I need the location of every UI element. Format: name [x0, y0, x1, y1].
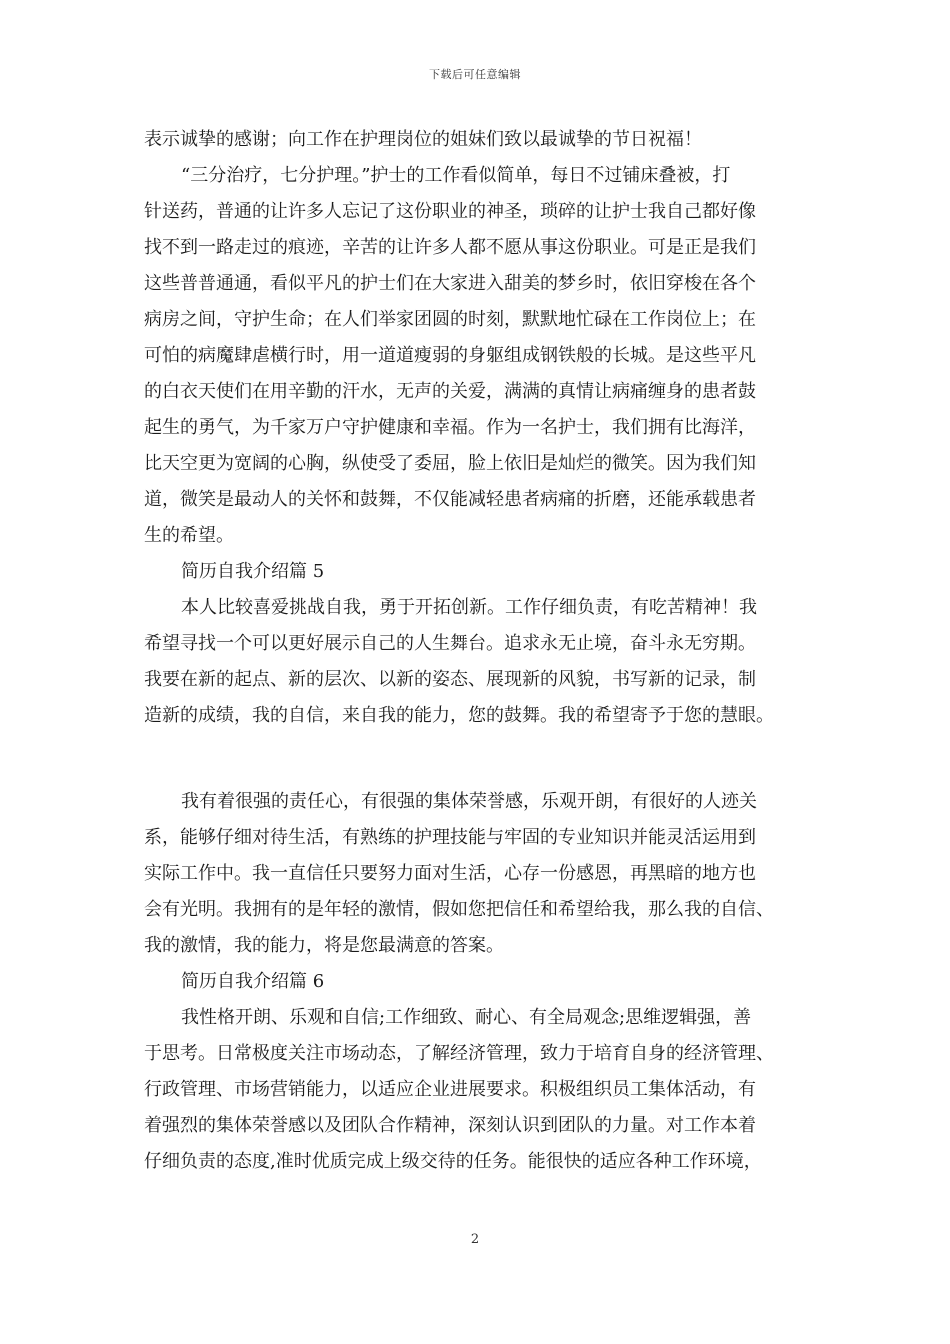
body-line: 本人比较喜爱挑战自我，勇于开拓创新。工作仔细负责，有吃苦精神！我	[181, 597, 757, 618]
body-line: 于思考。日常极度关注市场动态，了解经济管理，致力于培育自身的经济管理、	[144, 1043, 774, 1064]
page-number: 2	[470, 1232, 480, 1247]
body-line: 这些普普通通，看似平凡的护士们在大家进入甜美的梦乡时，依旧穿梭在各个	[144, 273, 756, 294]
section-heading: 简历自我介绍篇 6	[181, 971, 325, 992]
body-line: 我有着很强的责任心，有很强的集体荣誉感，乐观开朗，有很好的人迹关	[181, 791, 757, 812]
body-line: 实际工作中。我一直信任只要努力面对生活，心存一份感恩，再黑暗的地方也	[144, 863, 756, 884]
body-line: 我的激情，我的能力，将是您最满意的答案。	[144, 935, 504, 956]
body-line: 着强烈的集体荣誉感以及团队合作精神，深刻认识到团队的力量。对工作本着	[144, 1115, 756, 1136]
body-line: 表示诚挚的感谢；向工作在护理岗位的姐妹们致以最诚挚的节日祝福！	[144, 129, 702, 150]
body-line: 仔细负责的态度,准时优质完成上级交待的任务。能很快的适应各种工作环境，	[144, 1151, 762, 1172]
body-line: “三分治疗，七分护理。”护士的工作看似简单，每日不过铺床叠被，打	[181, 165, 731, 186]
body-line: 系，能够仔细对待生活，有熟练的护理技能与牢固的专业知识并能灵活运用到	[144, 827, 756, 848]
body-line: 找不到一路走过的痕迹，辛苦的让许多人都不愿从事这份职业。可是正是我们	[144, 237, 756, 258]
body-line: 我要在新的起点、新的层次、以新的姿态、展现新的风貌，书写新的记录，制	[144, 669, 756, 690]
body-line: 病房之间，守护生命；在人们举家团圆的时刻，默默地忙碌在工作岗位上；在	[144, 309, 756, 330]
page-header: 下载后可任意编辑	[429, 68, 521, 81]
body-line: 的白衣天使们在用辛勤的汗水，无声的关爱，满满的真情让病痛缠身的患者鼓	[144, 381, 756, 402]
body-line: 行政管理、市场营销能力，以适应企业进展要求。积极组织员工集体活动，有	[144, 1079, 756, 1100]
body-line: 比天空更为宽阔的心胸，纵使受了委屈，脸上依旧是灿烂的微笑。因为我们知	[144, 453, 756, 474]
body-line: 起生的勇气，为千家万户守护健康和幸福。作为一名护士，我们拥有比海洋，	[144, 417, 756, 438]
section-heading: 简历自我介绍篇 5	[181, 561, 325, 582]
body-line: 道，微笑是最动人的关怀和鼓舞，不仅能减轻患者病痛的折磨，还能承载患者	[144, 489, 756, 510]
body-line: 造新的成绩，我的自信，来自我的能力，您的鼓舞。我的希望寄予于您的慧眼。	[144, 705, 774, 726]
body-line: 可怕的病魔肆虐横行时，用一道道瘦弱的身躯组成钢铁般的长城。是这些平凡	[144, 345, 756, 366]
body-line: 会有光明。我拥有的是年轻的激情，假如您把信任和希望给我，那么我的自信、	[144, 899, 774, 920]
body-line: 针送药，普通的让许多人忘记了这份职业的神圣，琐碎的让护士我自己都好像	[144, 201, 756, 222]
body-line: 希望寻找一个可以更好展示自己的人生舞台。追求永无止境，奋斗永无穷期。	[144, 633, 756, 654]
body-line: 生的希望。	[144, 525, 234, 546]
body-line: 我性格开朗、乐观和自信;工作细致、耐心、有全局观念;思维逻辑强，善	[181, 1007, 752, 1028]
